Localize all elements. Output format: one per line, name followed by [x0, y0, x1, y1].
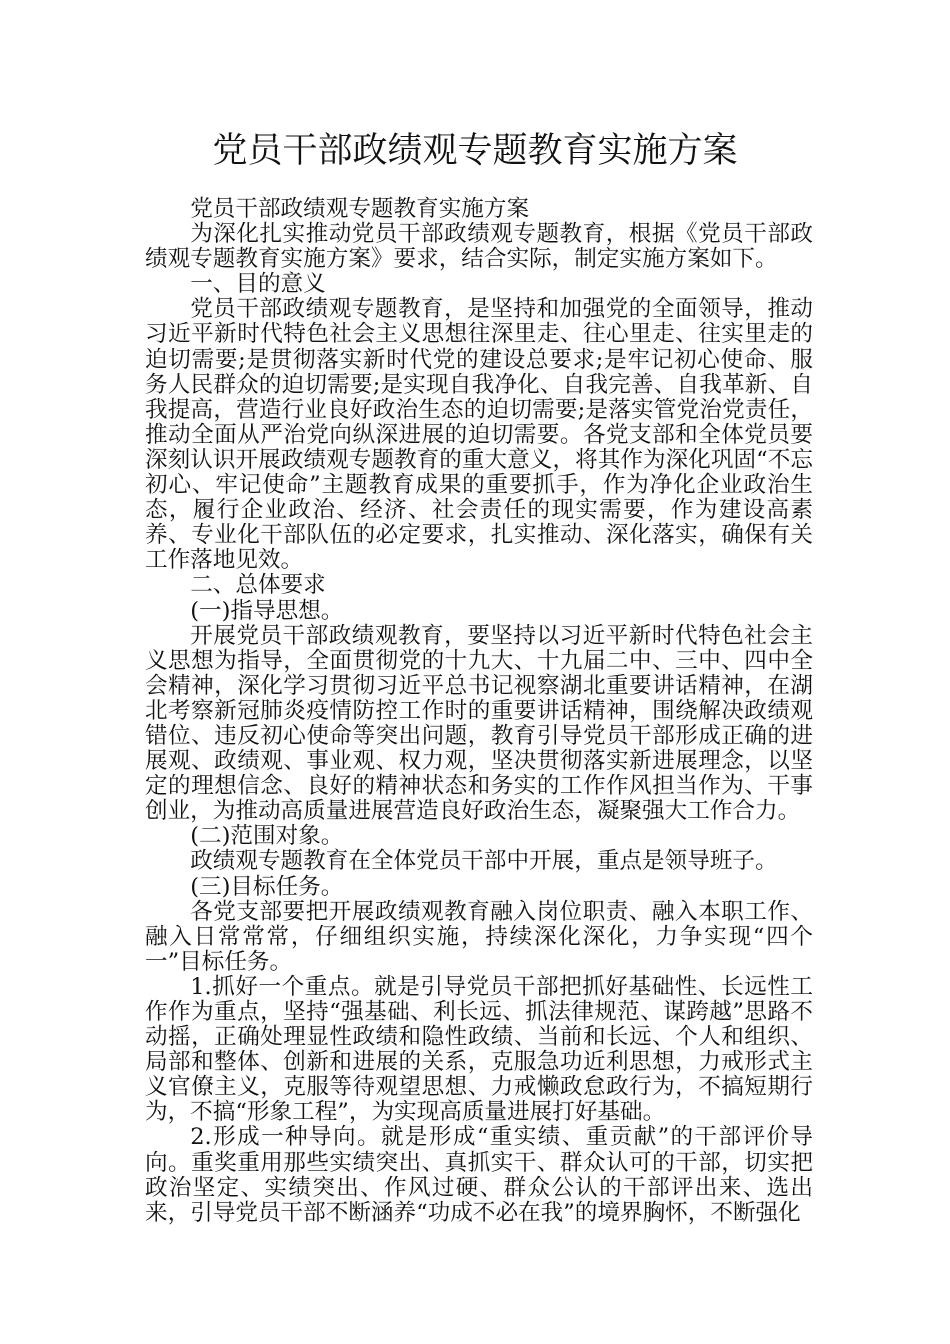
- section-heading-purpose: 一、目的意义: [190, 271, 326, 298]
- paragraph-goals: 各党支部要把开展政绩观教育融入岗位职责、融入本职工作、融入日常常常，仔细组织实施，持续深化深化，力争实现“四个一”目标任务。: [145, 898, 813, 975]
- paragraph-goal-1: 1.抓好一个重点。就是引导党员干部把抓好基础性、长远性工作作为重点，坚持“强基础、利长远、抓法律规范、谋跨越”思路不动摇，正确处理显性政绩和隐性政绩、当前和长远、个人和组织、局部和整体、创新和进展的关系，克服急功近利思想，力戒形式主义官僚主义，克服等待观望思想、力戒懒政怠政行为，不搞短期行为，不搞“形象工程”，为实现高质量进展打好基础。: [145, 973, 813, 1126]
- paragraph-intro: 为深化扎实推动党员干部政绩观专题教育，根据《党员干部政绩观专题教育实施方案》要求，结合实际，制定实施方案如下。: [145, 221, 813, 273]
- paragraph-guiding-thought: 开展党员干部政绩观教育，要坚持以习近平新时代特色社会主义思想为指导，全面贯彻党的十九大、十九届二中、三中、四中全会精神，深化学习贯彻习近平总书记视察湖北重要讲话精神，在湖北考察新冠肺炎疫情防控工作时的重要讲话精神，围绕解决政绩观错位、违反初心使命等突出问题，教育引导党员干部形成正确的进展观、政绩观、事业观、权力观，坚决贯彻落实新进展理念，以坚定的理想信念、良好的精神状态和务实的工作作风担当作为、干事创业，为推动高质量进展营造良好政治生态，凝聚强大工作合力。: [145, 622, 813, 825]
- subsection-heading-guiding-thought: (一)指导思想。: [190, 597, 344, 624]
- paragraph-purpose: 党员干部政绩观专题教育，是坚持和加强党的全面领导，推动习近平新时代特色社会主义思想往深里走、往心里走、往实里走的迫切需要;是贯彻落实新时代党的建设总要求;是牢记初心使命、服务人民群众的迫切需要;是实现自我净化、自我完善、自我革新、自我提高，营造行业良好政治生态的迫切需要;是落实管党治党责任，推动全面从严治党向纵深进展的迫切需要。各党支部和全体党员要深刻认识开展政绩观专题教育的重大意义，将其作为深化巩固“不忘初心、牢记使命”主题教育成果的重要抓手，作为净化企业政治生态，履行企业政治、经济、社会责任的现实需要，作为建设高素养、专业化干部队伍的必定要求，扎实推动、深化落实，确保有关工作落地见效。: [145, 296, 813, 574]
- paragraph-goal-2: 2.形成一种导向。就是形成“重实绩、重贡献”的干部评价导向。重奖重用那些实绩突出、真抓实干、群众认可的干部，切实把政治坚定、实绩突出、作风过硬、群众公认的干部评出来、选出来，引导党员干部不断涵养“功成不必在我”的境界胸怀，不断强化: [145, 1124, 813, 1226]
- document-title: 党员干部政绩观专题教育实施方案: [212, 131, 738, 171]
- subsection-heading-goals: (三)目标任务。: [190, 873, 344, 900]
- section-heading-requirements: 二、总体要求: [190, 572, 326, 599]
- document-body: [145, 197, 813, 1226]
- subsection-heading-scope: (二)范围对象。: [190, 823, 344, 850]
- paragraph-subtitle: 党员干部政绩观专题教育实施方案: [190, 196, 530, 222]
- paragraph-scope: 政绩观专题教育在全体党员干部中开展，重点是领导班子。: [190, 848, 778, 875]
